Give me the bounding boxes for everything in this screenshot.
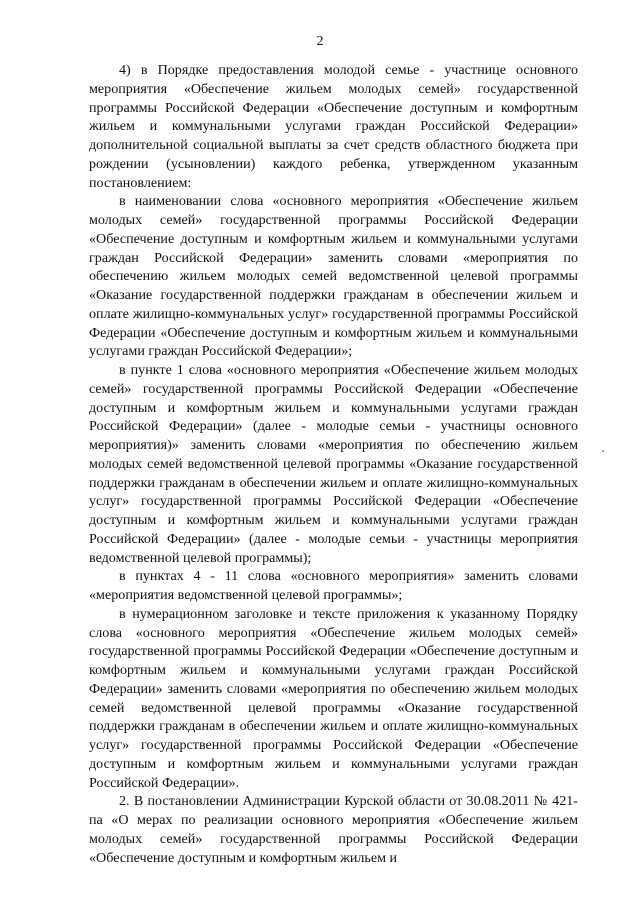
paragraph-appendix-amendment: в нумерационном заголовке и тексте приложения к указанному Порядку слова «основного мероприятия «Обеспечение жильем молодых семей» государственной программы Российской Федерации «Обеспечение доступным и комфортным жильем и коммунальными услугами граждан Российской Федерации» заменить словами «мероприятия по обеспечению жильем молодых семей ведомственной целевой программы «Оказание государственной поддержки гражданам в обеспечении жильем и оплате жилищно-коммунальных услуг» государственной программы Российской Федерации «Обеспечение доступным и комфортным жильем и коммунальными услугами граждан Российской Федерации». <box>89 605 578 791</box>
scan-speck <box>602 450 604 452</box>
paragraph-point-1-amendment: в пункте 1 слова «основного мероприятия «Обеспечение жильем молодых семей» государственной программы Российской Федерации «Обеспечение доступным и комфортным жильем и коммунальными услугами граждан Российской Федерации» (далее - молодые семьи - участницы основного мероприятия)» заменить словами «мероприятия по обеспечению жильем молодых семей ведомственной целевой программы «Оказание государственной поддержки гражданам в обеспечении жильем и оплате жилищно-коммунальных услуг» государственной программы Российской Федерации «Обеспечение доступным и комфортным жильем и коммунальными услугами граждан Российской Федерации» (далее - молодые семьи - участницы мероприятия ведомственной целевой программы); <box>89 362 578 566</box>
page-number: 2 <box>316 34 324 49</box>
paragraph-section-2: 2. В постановлении Администрации Курской области от 30.08.2011 № 421-па «О мерах по реализации основного мероприятия «Обеспечение жильем молодых семей» государственной программы Российской Федерации «Обеспечение доступным и комфортным жильем и <box>89 793 578 866</box>
document-body <box>89 61 578 867</box>
paragraph-item-4: 4) в Порядке предоставления молодой семье - участнице основного мероприятия «Обеспечение жильем молодых семей» государственной программы Российской Федерации «Обеспечение доступным и комфортным жильем и коммунальными услугами граждан Российской Федерации» дополнительной социальной выплаты за счет средств областного бюджета при рождении (усыновлении) каждого ребенка, утвержденном указанным постановлением: <box>89 62 578 191</box>
paragraph-title-amendment: в наименовании слова «основного мероприятия «Обеспечение жильем молодых семей» государственной программы Российской Федерации «Обеспечение доступным и комфортным жильем и коммунальными услугами граждан Российской Федерации» заменить словами «мероприятия по обеспечению жильем молодых семей ведомственной целевой программы «Оказание государственной поддержки гражданам в обеспечении жильем и оплате жилищно-коммунальных услуг» государственной программы Российской Федерации «Обеспечение доступным и комфортным жильем и коммунальными услугами граждан Российской Федерации»; <box>89 193 578 360</box>
paragraph-points-4-11-amendment: в пунктах 4 - 11 слова «основного мероприятия» заменить словами «мероприятия ведомственной целевой программы»; <box>89 568 578 603</box>
